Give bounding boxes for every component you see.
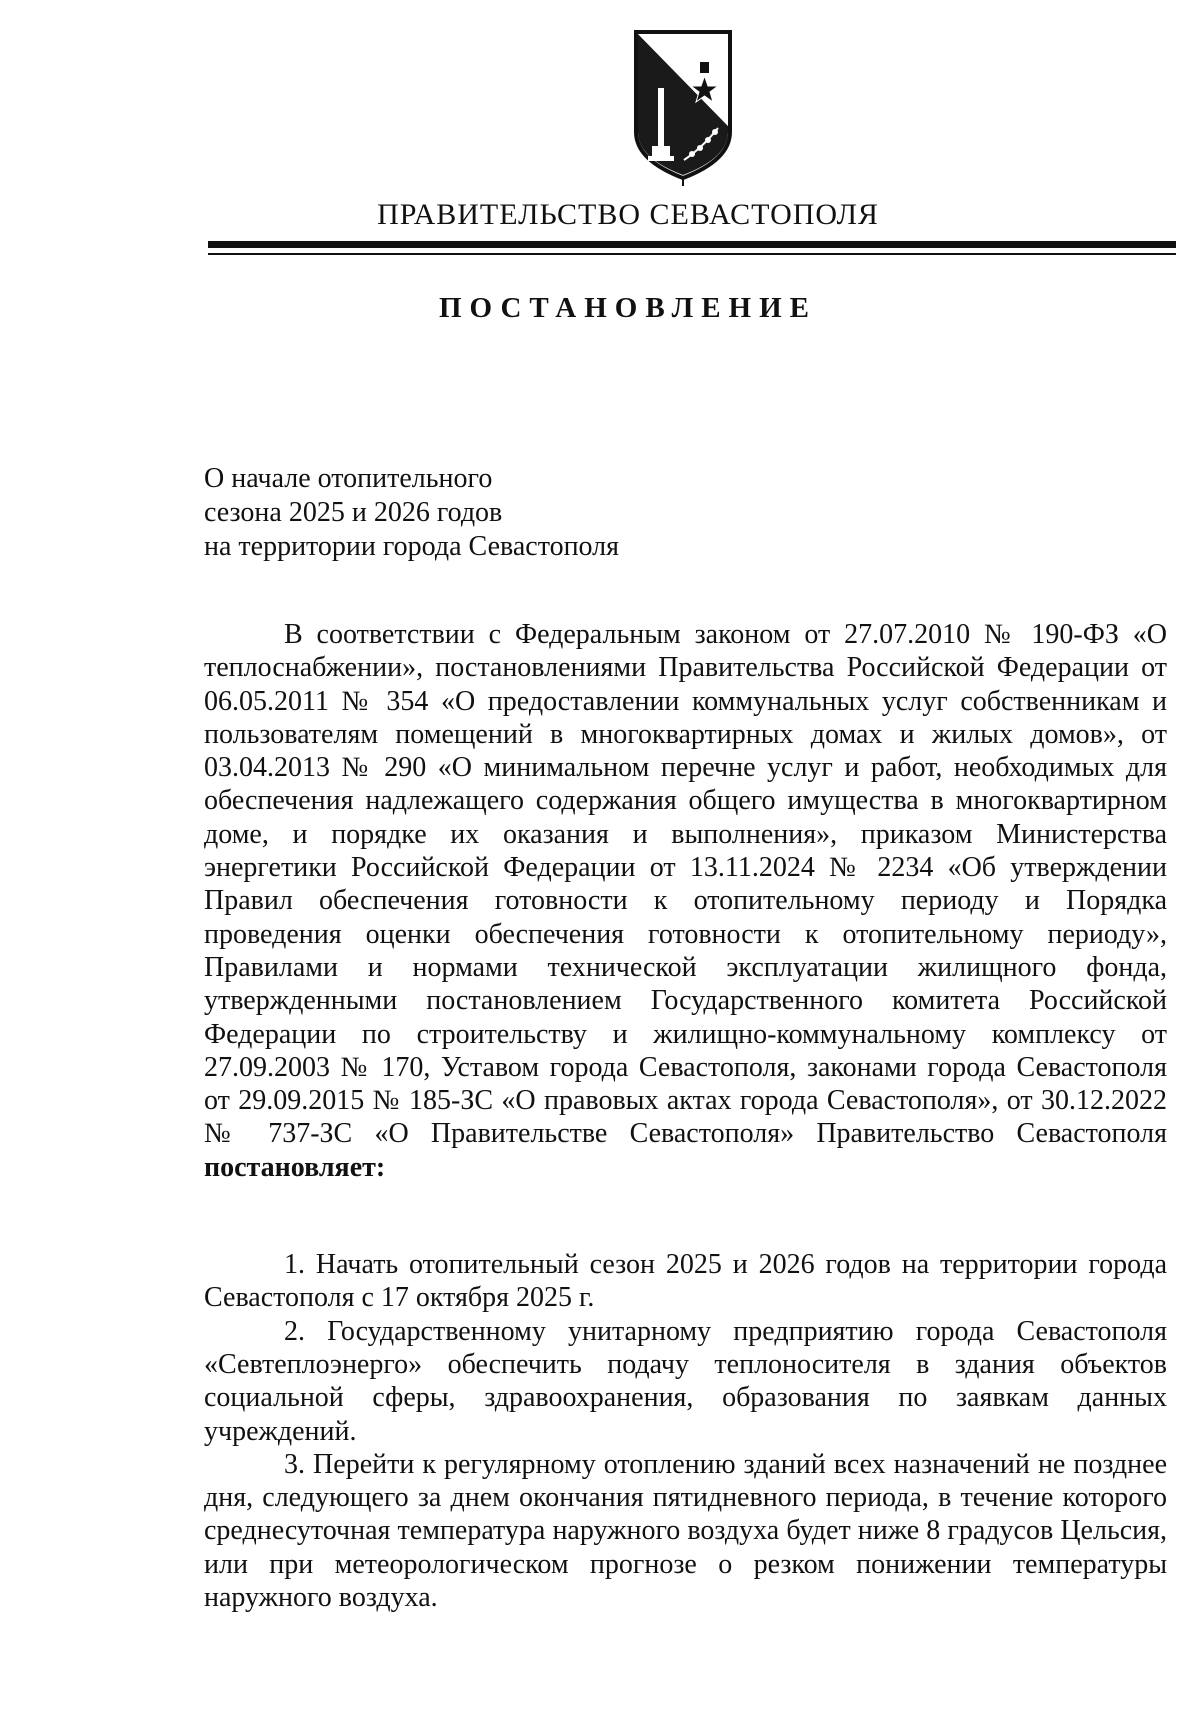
resolves-word: постановляет: (204, 1151, 386, 1183)
subject-line: О начале отопительного (204, 463, 493, 494)
item-text: Перейти к регулярному отоплению зданий всех назначений не позднее дня, следующего за днем окончания пятидневного периода, в течение которого среднесуточная температура наружного воздуха будет ниже 8 градусов Цельсия, или при метеорологическом прогнозе о резком понижении температуры наружного воздуха. (204, 1448, 1168, 1614)
preamble-paragraph (204, 618, 1167, 1184)
subject-line: на территории города Севастополя (204, 531, 620, 562)
preamble-text: В соответствии с Федеральным законом от 27.07.2010 № 190-ФЗ «О теплоснабжении», постановлениями Правительства Российской Федерации от 06.05.2011 № 354 «О предоставлении коммунальных услуг собственникам и пользователям помещений в многоквартирных домах и жилых домов», от 03.04.2013 № 290 «О минимальном перечне услуг и работ, необходимых для обеспечения надлежащего содержания общего имущества в многоквартирном доме, и порядке их оказания и выполнения», приказом Министерства энергетики Российской Федерации от 13.11.2024 № 2234 «Об утверждении Правил обеспечения готовности к отопительному периоду и Порядка проведения оценки обеспечения готовности к отопительному периоду», Правилами и нормами технической эксплуатации жилищного фонда, утвержденными постановлением Государственного комитета Российской Федерации по строительству и жилищно-коммунальному комплексу от 27.09.2003 № 170, Уставом города Севастополя, законами города Севастополя от 29.09.2015 № 185-ЗС «О правовых актах города Севастополя», от 30.12.2022 № 737-ЗС «О Правительстве Севастополя» Правительство Севастополя (204, 619, 1167, 1150)
numbered-item (204, 1448, 1167, 1614)
document-subject (204, 462, 619, 564)
document-body (204, 618, 1167, 1614)
item-number: 1. (284, 1249, 305, 1281)
item-number: 3. (284, 1448, 305, 1480)
numbered-item (204, 1315, 1167, 1448)
item-text: Государственному унитарному предприятию города Севастополя «Севтеплоэнерго» обеспечить подачу теплоносителя в здания объектов социальной сферы, здравоохранения, образования по заявкам данных учреждений. (204, 1315, 1167, 1447)
item-text: Начать отопительный сезон 2025 и 2026 годов на территории города Севастополя с 17 октября 2025 г. (204, 1249, 1168, 1314)
header-rule-thick (208, 241, 1176, 248)
government-title: ПРАВИТЕЛЬСТВО СЕВАСТОПОЛЯ (377, 198, 879, 231)
sevastopol-coat-of-arms-icon (632, 28, 734, 188)
subject-line: сезона 2025 и 2026 годов (204, 497, 503, 528)
header-rule-thin (208, 253, 1176, 255)
document-type-heading: ПОСТАНОВЛЕНИЕ (438, 292, 817, 324)
item-number: 2. (284, 1315, 305, 1347)
numbered-item (204, 1248, 1167, 1315)
